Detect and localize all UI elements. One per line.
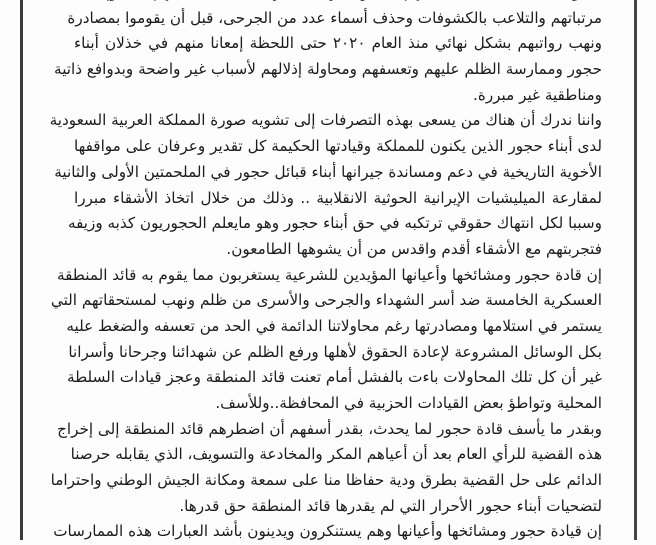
- paragraph-end-line: ومناطقية غير مبررة.: [473, 85, 602, 104]
- page-frame-right-border: [634, 0, 637, 540]
- paragraph-end-line: لتضحيات أبناء حجور الأحرار التي لم يقدرها قائد المنطقة حق قدرها.: [179, 496, 602, 515]
- document-body-text: [49, 0, 602, 545]
- text-line-partial-top: [74, 0, 602, 6]
- text-line: مرتباتهم والتلاعب بالكشوفات وحذف أسماء عدد من الجرحى، قبل أن يقوموا بمصادرة: [67, 8, 602, 27]
- paragraph-end-line: فتجربتهم مع الأشقاء أقدم واقدس من أن يشوهها الطامعون.: [226, 239, 602, 258]
- text-line: غير أن كل تلك المحاولات باءت بالفشل أمام تعنت قائد المنطقة وعجز قيادات السلطة: [66, 368, 602, 387]
- text-line-partial-bottom: إن قيادة حجور ومشائخها وأعيانها وهم يستنكرون ويدينون بأشد العبارات هذه الممارسات: [53, 522, 602, 541]
- text-line: وسببا لكل انتهاك حقوقي ترتكبه في حق أبناء حجور وهو مايعلم الحجوريون كذبه وزيفه: [67, 214, 602, 233]
- paragraph-end-line: المحلية وتواطؤ بعض القيادات الحزبية في المحافظة..وللأسف.: [215, 394, 602, 412]
- text-line: الأخوية التاريخية في دعم ومساندة جيرانها أبناء قبائل حجور في الملحمتين الأولى والثانية: [54, 162, 602, 181]
- text-line: ونهب رواتبهم بشكل نهائي منذ العام ٢٠٢٠ حتى اللحظة إمعانا منهم في خذلان أبناء: [74, 34, 602, 53]
- text-line: هذه القضية للرأي العام بعد أن أعياهم المكر والمخادعة والتسويف، الذي يقابله حرصنا: [70, 445, 602, 464]
- text-line: حجور وممارسة الظلم عليهم وتعسفهم ومحاولة إذلالهم لأسباب غير واضحة وبدوافع ذاتية: [54, 60, 602, 79]
- page-frame-left-border: [20, 0, 23, 540]
- paragraph-start-line: إن قادة حجور ومشائخها وأعيانها المؤيدين للشرعية يستغربون مما يقوم به قائد المنطقة: [56, 265, 602, 284]
- text-line: بكل الوسائل المشروعة لإعادة الحقوق لأهلها ورفع الظلم عن شهدائنا وجرحانا وأسرانا: [68, 342, 602, 361]
- text-line: الدائم على حل القضية بطرق ودية حفاظا منا على سمعة ومكانة الجيش الوطني واحتراما: [50, 471, 602, 490]
- text-line: لمقارعة الميليشيات الإيرانية الحوثية الانقلابية .. وذلك من خلال اتخاذ الأشقاء مبررا: [74, 188, 602, 207]
- paragraph-start-line: واننا ندرك أن هناك من يسعى بهذه التصرفات إلى تشويه صورة المملكة العربية السعودية: [49, 111, 602, 130]
- text-line: لدى أبناء حجور الذين يكنون للمملكة وقيادتها الحكيمة كل تقدير وعرفان على مواقفها: [74, 137, 602, 156]
- paragraph-start-line: وبقدر ما يأسف قادة حجور لما يحدث، بقدر أسفهم أن اضطرهم قائد المنطقة إلى إخراج: [57, 419, 602, 438]
- text-line: يستمر في استلامها ومصادرتها رغم محاولاتنا الدائمة في الحد من تعسفه والضغط عليه: [66, 316, 602, 335]
- text-line: العسكرية الخامسة ضد أسر الشهداء والجرحى والأسرى من ظلم ونهب لمستحقاتهم التي: [50, 291, 602, 310]
